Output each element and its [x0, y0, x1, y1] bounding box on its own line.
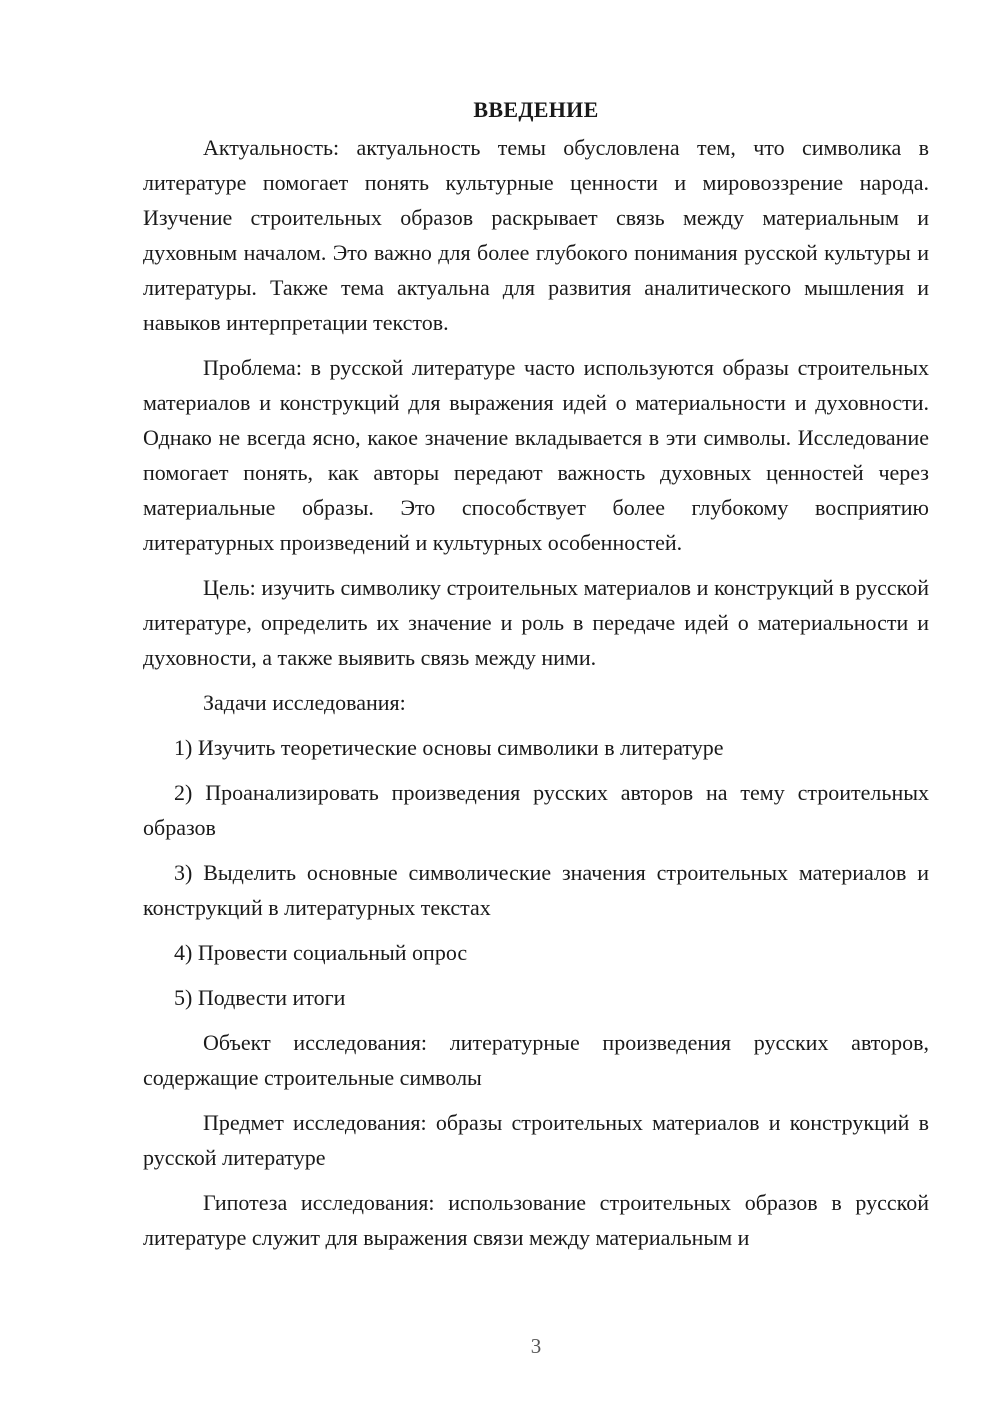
paragraph-subject: Предмет исследования: образы строительных материалов и конструкций в русской литературе	[143, 1110, 929, 1170]
paragraph-hypothesis: Гипотеза исследования: использование строительных образов в русской литературе служит для выражения связи между материальным и	[143, 1190, 929, 1250]
tasks-heading: Задачи исследования:	[203, 690, 406, 715]
paragraph-object: Объект исследования: литературные произведения русских авторов, содержащие строительные символы	[143, 1030, 929, 1090]
task-item-5: 5) Подвести итоги	[174, 985, 346, 1010]
section-title: ВВЕДЕНИЕ	[473, 97, 599, 122]
document-page	[143, 95, 929, 1265]
task-item-4: 4) Провести социальный опрос	[174, 940, 468, 965]
paragraph-relevance: Актуальность: актуальность темы обусловлена тем, что символика в литературе помогает понять культурные ценности и мировоззрение народа. Изучение строительных образов раскрывает связь между материальным и духовным началом. Это важно для более глубокого понимания русской культуры и литературы. Также тема актуальна для развития аналитического мышления и навыков интерпретации текстов.	[143, 135, 929, 335]
paragraph-problem: Проблема: в русской литературе часто используются образы строительных материалов и конструкций для выражения идей о материальности и духовности. Однако не всегда ясно, какое значение вкладывается в эти символы. Исследование помогает понять, как авторы передают важность духовных ценностей через материальные образы. Это способствует более глубокому восприятию литературных произведений и культурных особенностей.	[143, 355, 929, 555]
task-item-2: 2) Проанализировать произведения русских авторов на тему строительных образов	[143, 780, 929, 840]
page-number: 3	[530, 1334, 542, 1358]
task-item-1: 1) Изучить теоретические основы символики в литературе	[174, 735, 724, 760]
paragraph-goal: Цель: изучить символику строительных материалов и конструкций в русской литературе, определить их значение и роль в передаче идей о материальности и духовности, а также выявить связь между ними.	[143, 575, 929, 670]
task-item-3: 3) Выделить основные символические значения строительных материалов и конструкций в литературных текстах	[143, 860, 929, 920]
